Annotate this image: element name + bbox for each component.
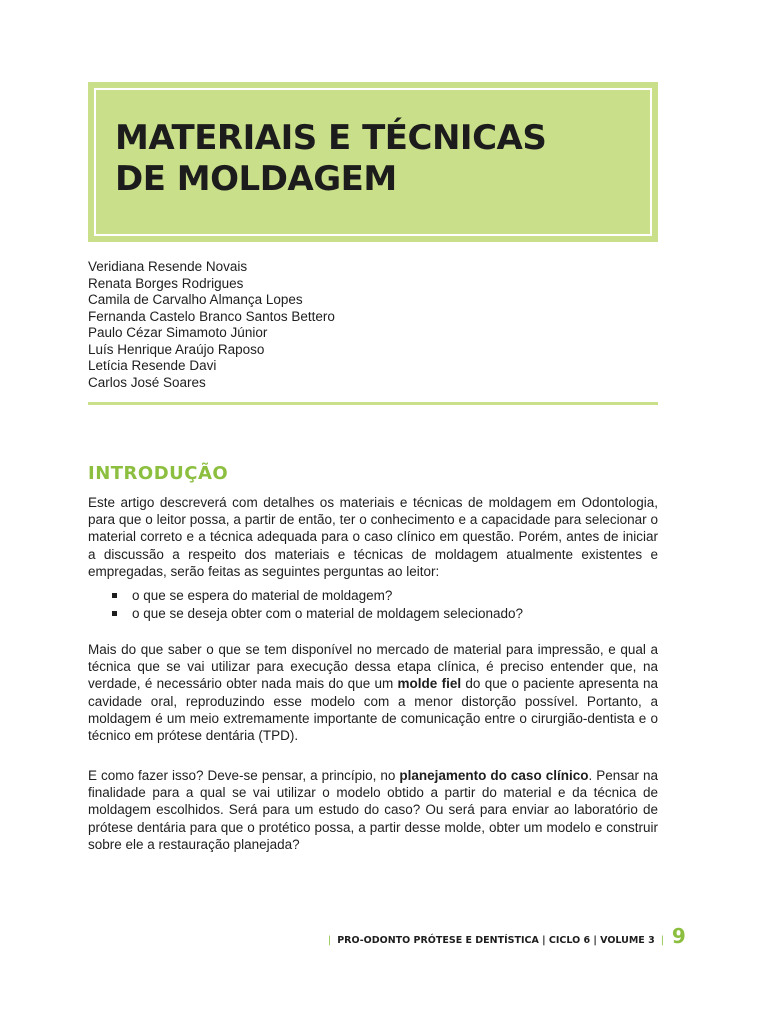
page-title-line-1: MATERIAIS E TÉCNICAS <box>115 118 547 158</box>
author-name: Carlos José Soares <box>88 374 206 390</box>
author-name: Letícia Resende Davi <box>88 358 217 373</box>
section-divider <box>88 402 658 405</box>
question-list <box>112 587 523 622</box>
square-bullet-icon <box>112 593 117 598</box>
title-box <box>88 82 658 242</box>
page-number: 9 <box>671 924 686 948</box>
paragraph-1: Este artigo descreverá com detalhes os materiais e técnicas de moldagem em Odontologia, para que o leitor possa, a partir de então, ter o conhecimento e a capacidade para selecionar o material correto e a técnica adequada para o caso clínico em questão. Porém, antes de iniciar a discussão a respeito dos materiais e técnicas de moldagem atualmente existentes e empregadas, serão feitas as seguintes perguntas ao leitor: <box>88 495 658 579</box>
author-name: Camila de Carvalho Almança Lopes <box>88 292 303 307</box>
author-name: Renata Borges Rodrigues <box>88 275 244 291</box>
footer-separator: | <box>328 935 332 946</box>
page-title <box>115 118 546 200</box>
paragraph-3-emphasis: planejamento do caso clínico <box>399 768 589 783</box>
paragraph-3-text-before: E como fazer isso? Deve-se pensar, a princípio, no <box>88 768 400 783</box>
author-list <box>88 259 335 391</box>
author-name: Luís Henrique Araújo Raposo <box>88 341 265 357</box>
paragraph-2-text-after: do que o paciente apresenta na cavidade oral, reproduzindo esse modelo com a menor distorção possível. Portanto, a moldagem é um meio extremamente importante de comunicação entre o cirurgião-dentista e o técnico em prótese dentária (TPD). <box>88 676 659 744</box>
paragraph-2 <box>88 641 658 744</box>
footer-separator: | <box>660 935 664 946</box>
paragraph-2-emphasis: molde fiel <box>397 676 462 692</box>
author-name: Veridiana Resende Novais <box>88 259 248 274</box>
paragraph-2-text-before: Mais do que saber o que se tem disponível no mercado de material para impressão, e qual a técnica que se vai utilizar para execução dessa etapa clínica, é preciso entender que, na verdade, é necessário obter nada mais do que um <box>88 642 658 692</box>
question-text: o que se deseja obter com o material de moldagem selecionado? <box>132 605 523 621</box>
author-name: Paulo Cézar Simamoto Júnior <box>88 325 268 340</box>
question-text: o que se espera do material de moldagem? <box>132 588 393 603</box>
page-footer <box>322 924 686 948</box>
section-heading: INTRODUÇÃO <box>88 463 229 484</box>
question-item <box>112 587 523 605</box>
paragraph-3 <box>88 767 658 853</box>
question-item <box>112 605 523 623</box>
square-bullet-icon <box>112 611 117 616</box>
page-title-line-2: DE MOLDAGEM <box>115 159 397 199</box>
paragraph-3-text-after: . Pensar na finalidade para a qual se vai utilizar o modelo obtido a partir do material e da técnica de moldagem escolhidos. Será para um estudo do caso? Ou será para enviar ao laboratório de prótese dentária para que o protético possa, a partir desse molde, obter um modelo e construir sobre ele a restauração planejada? <box>88 768 658 852</box>
footer-publication-text: PRO-ODONTO PRÓTESE E DENTÍSTICA | CICLO 6 | VOLUME 3 <box>337 935 655 946</box>
author-name: Fernanda Castelo Branco Santos Bettero <box>88 308 335 324</box>
